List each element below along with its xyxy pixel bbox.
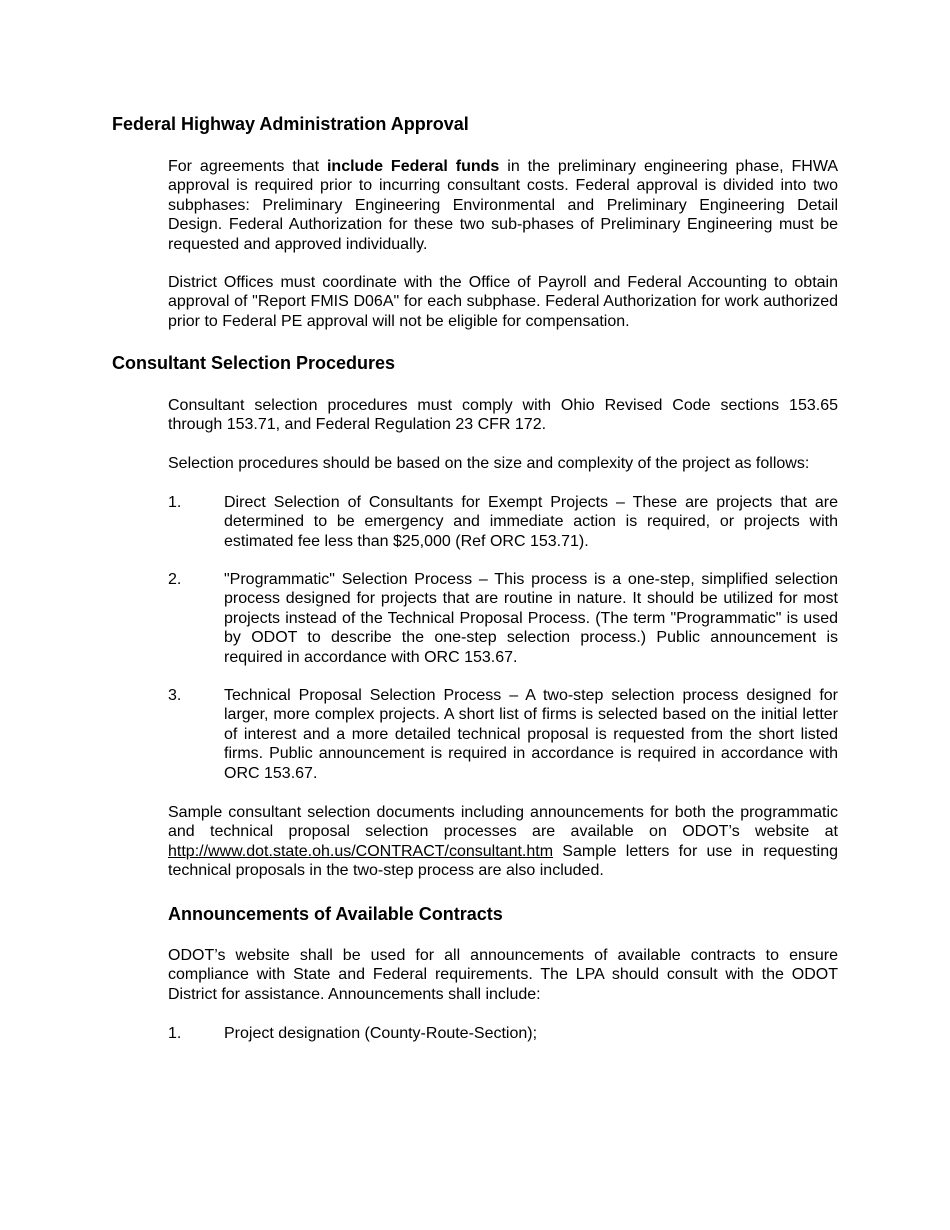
fhwa-paragraph-2: District Offices must coordinate with the Office of Payroll and Federal Accounting to obtain approval of "Report FMIS D06A" for each subphase. Federal Authorization for work authorized prior to Federal PE approval will not be eligible for compensation.: [168, 274, 838, 330]
fhwa-paragraph-1: [168, 157, 838, 254]
heading-announcements: Announcements of Available Contracts: [168, 904, 503, 924]
selection-p3-pre: Sample consultant selection documents including announcements for both the programmatic and technical proposal selection processes are available on ODOT’s website at: [168, 804, 838, 841]
heading-consultant-selection: Consultant Selection Procedures: [112, 353, 396, 373]
selection-list-item-2: [168, 570, 838, 667]
heading-fhwa-approval: Federal Highway Administration Approval: [112, 114, 469, 134]
announcements-list-item-1: [168, 1024, 838, 1043]
fhwa-p1-post: in the preliminary engineering phase, FHWA approval is required prior to incurring consultant costs. Federal approval is divided into two subphases: Preliminary Engineering Environmental and Preliminary Engineering Detail Design. Federal Authorization for these two sub-phases of Preliminary Engineering must be requested and approved individually.: [168, 158, 839, 253]
list-number: 1.: [168, 494, 182, 511]
list-text: Project designation (County-Route-Section);: [224, 1025, 538, 1042]
list-text: Direct Selection of Consultants for Exempt Projects – These are projects that are determined to be emergency and immediate action is required, or projects with estimated fee less than $25,000 (Ref ORC 153.71).: [224, 494, 838, 550]
selection-paragraph-2: Selection procedures should be based on the size and complexity of the project as follows:: [168, 455, 810, 472]
list-text: "Programmatic" Selection Process – This process is a one-step, simplified selection process designed for projects that are routine in nature. It should be utilized for most projects instead of the Technical Proposal Process. (The term "Programmatic" is used by ODOT to describe the one-step selection process.) Public announcement is required in accordance with ORC 153.67.: [224, 571, 838, 666]
announcements-paragraph-1: ODOT’s website shall be used for all announcements of available contracts to ensure compliance with State and Federal requirements. The LPA should consult with the ODOT District for assistance. Announcements shall include:: [168, 947, 838, 1003]
selection-paragraph-3: [168, 803, 838, 881]
consultant-website-link[interactable]: http://www.dot.state.oh.us/CONTRACT/consultant.htm: [168, 842, 554, 860]
fhwa-p1-pre: For agreements that: [168, 158, 327, 175]
selection-list-item-1: [168, 493, 838, 551]
list-number: 2.: [168, 571, 182, 588]
selection-paragraph-1: Consultant selection procedures must comply with Ohio Revised Code sections 153.65 through 153.71, and Federal Regulation 23 CFR 172.: [168, 397, 838, 434]
list-text: Technical Proposal Selection Process – A two-step selection process designed for larger, more complex projects. A short list of firms is selected based on the initial letter of interest and a more detailed technical proposal is requested from the short listed firms. Public announcement is required in accordance is required in accordance with ORC 153.67.: [224, 687, 838, 782]
list-number: 1.: [168, 1025, 182, 1042]
list-number: 3.: [168, 687, 182, 704]
fhwa-p1-bold: include Federal funds: [326, 158, 500, 175]
selection-p3-post: Sample letters for use in requesting technical proposals in the two-step process are also included.: [168, 842, 838, 880]
selection-list-item-3: [168, 686, 838, 783]
